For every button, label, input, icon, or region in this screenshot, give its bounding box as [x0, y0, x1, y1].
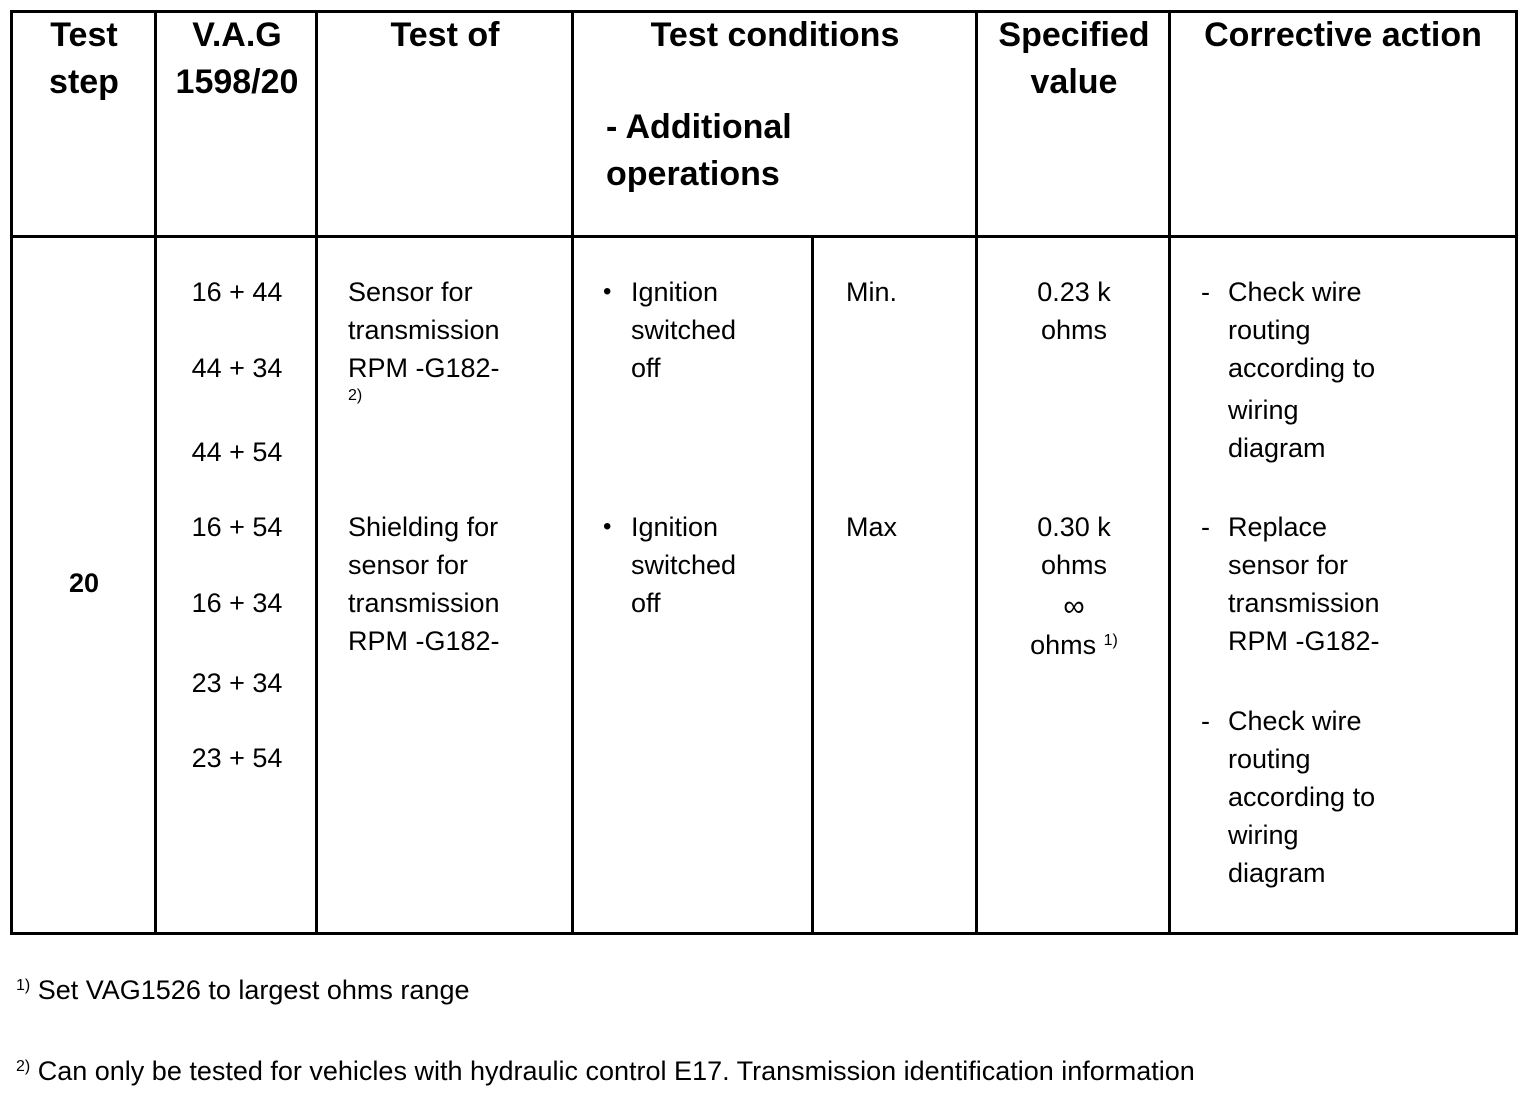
action-dash: - — [1201, 277, 1210, 307]
footnote-1: $^{1)}$ Set VAG1526 to largest ohms range — [16, 975, 470, 1005]
action-check-wire-1: Check wire routing according to wiring diagram — [1228, 277, 1376, 463]
pin-pair: 16 + 44 — [191, 277, 283, 307]
header-test-of: Test of — [390, 16, 500, 54]
spec-value-max: 0.30 k ohms — [1037, 512, 1111, 580]
action-dash: - — [1201, 706, 1210, 736]
header-specified-value: Specified value — [998, 16, 1150, 101]
condition-ignition-off-1: Ignition switched off — [631, 277, 737, 383]
col-divider-4 — [975, 10, 978, 935]
pin-pair: 44 + 54 — [191, 437, 283, 467]
col-divider-5 — [1168, 10, 1171, 935]
condition-ignition-off-2: Ignition switched off — [631, 512, 737, 618]
pin-pair: 16 + 54 — [191, 512, 283, 542]
pin-pair: 44 + 34 — [191, 353, 283, 383]
footnote-1-mark: 1) — [16, 977, 31, 994]
header-vag: V.A.G 1598/20 — [175, 16, 299, 101]
header-test-step: Test step — [49, 16, 119, 101]
col-divider-3b — [811, 236, 814, 935]
condition-bullet: • — [603, 278, 612, 305]
spec-footnote-ref: 1) — [1103, 632, 1118, 649]
action-check-wire-2: Check wire routing according to wiring diagram — [1228, 706, 1376, 888]
action-dash: - — [1201, 512, 1210, 542]
spec-value-infinity: ∞ — [1063, 590, 1085, 623]
test-of-sensor: Sensor for transmission RPM -G182- — [348, 277, 500, 383]
pin-pair: 23 + 34 — [191, 668, 283, 698]
test-of-sensor-note: 2) — [348, 387, 363, 404]
col-divider-3 — [571, 10, 574, 935]
action-replace-sensor: Replace sensor for transmission RPM -G182- — [1228, 512, 1380, 656]
spec-value-ohms: ohms $^{1)}$ — [1030, 630, 1118, 660]
spec-value-min: 0.23 k ohms — [1037, 277, 1111, 345]
pin-pair: 16 + 34 — [191, 588, 283, 618]
header-divider — [10, 235, 1518, 238]
col-divider-1 — [154, 10, 157, 935]
pin-pair: 23 + 54 — [191, 743, 283, 773]
test-step-number: 20 — [68, 568, 100, 598]
header-corrective-action: Corrective action — [1204, 16, 1482, 54]
condition-min: Min. — [846, 277, 898, 307]
footnote-2-mark: 2) — [16, 1058, 31, 1075]
condition-bullet: • — [603, 513, 612, 540]
footnote-2: $^{2)}$ Can only be tested for vehicles with hydraulic control E17. Transmission identification information — [16, 1056, 1195, 1086]
header-additional-operations: - Additional operations — [606, 108, 792, 193]
test-of-shielding: Shielding for sensor for transmission RPM -G182- — [348, 512, 500, 656]
header-test-conditions: Test conditions — [650, 16, 900, 54]
col-divider-2 — [315, 10, 318, 935]
condition-max: Max — [846, 512, 898, 542]
